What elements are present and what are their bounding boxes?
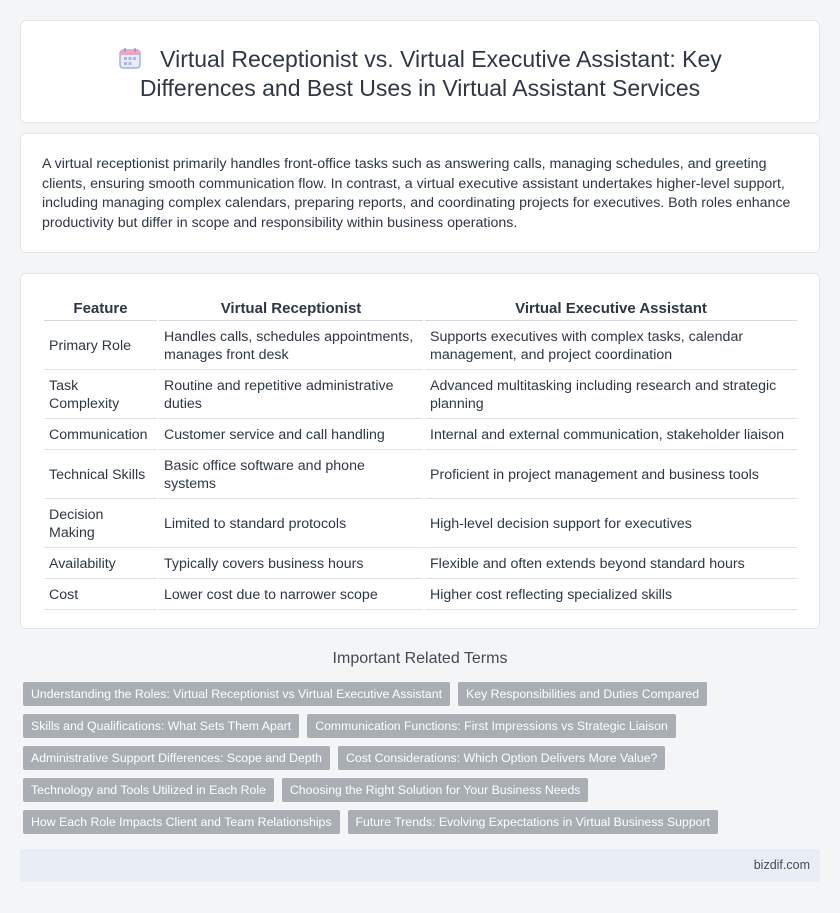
tag-row [23,778,823,802]
column-header-executive-assistant: Virtual Executive Assistant [425,298,797,321]
related-term-tag[interactable]: How Each Role Impacts Client and Team Relationships [23,810,340,834]
table-cell-feature: Cost [44,581,157,610]
table-cell-executive-assistant: Advanced multitasking including research and strategic planning [425,372,797,419]
page-title: Virtual Receptionist vs. Virtual Executive Assistant: Key Differences and Best Uses in Virtual Assistant Services [139,46,722,101]
table-row [44,581,797,610]
table-cell-executive-assistant: Supports executives with complex tasks, calendar management, and project coordination [425,323,797,370]
related-term-tag[interactable]: Administrative Support Differences: Scope and Depth [23,746,330,770]
table-cell-executive-assistant: High-level decision support for executives [425,501,797,548]
table-row [44,323,797,370]
related-term-tag[interactable]: Skills and Qualifications: What Sets Them Apart [23,714,299,738]
related-term-tag[interactable]: Cost Considerations: Which Option Delivers More Value? [338,746,665,770]
title-card [20,20,820,123]
page-title-container [61,45,779,103]
related-terms-heading: Important Related Terms [332,650,508,667]
tag-row [23,682,823,706]
related-term-tag[interactable]: Communication Functions: First Impressions vs Strategic Liaison [307,714,676,738]
table-cell-feature: Decision Making [44,501,157,548]
table-cell-receptionist: Limited to standard protocols [159,501,423,548]
tag-row [23,746,823,770]
table-cell-executive-assistant: Proficient in project management and business tools [425,452,797,499]
calendar-icon [118,46,142,70]
column-header-receptionist: Virtual Receptionist [159,298,423,321]
table-cell-feature: Communication [44,421,157,450]
intro-card [20,133,820,253]
related-term-tag[interactable]: Understanding the Roles: Virtual Receptionist vs Virtual Executive Assistant [23,682,450,706]
table-row [44,452,797,499]
related-term-tag[interactable]: Technology and Tools Utilized in Each Role [23,778,274,802]
tag-row [23,714,823,738]
comparison-table [42,296,799,612]
table-cell-feature: Technical Skills [44,452,157,499]
table-cell-feature: Task Complexity [44,372,157,419]
table-cell-feature: Primary Role [44,323,157,370]
table-cell-receptionist: Lower cost due to narrower scope [159,581,423,610]
table-cell-receptionist: Basic office software and phone systems [159,452,423,499]
column-header-feature: Feature [44,298,157,321]
intro-paragraph: A virtual receptionist primarily handles front-office tasks such as answering calls, managing schedules, and greeting clients, ensuring smooth communication flow. In contrast, a virtual executive assistant undertakes higher-level support, including managing complex calendars, preparing reports, and coordinating projects for executives. Both roles enhance productivity but differ in scope and responsibility within business operations. [42,156,791,232]
table-cell-receptionist: Routine and repetitive administrative duties [159,372,423,419]
comparison-card [20,273,820,629]
table-header-row [44,298,797,321]
table-cell-executive-assistant: Higher cost reflecting specialized skills [425,581,797,610]
table-row [44,550,797,579]
table-row [44,421,797,450]
table-cell-receptionist: Customer service and call handling [159,421,423,450]
table-cell-executive-assistant: Flexible and often extends beyond standard hours [425,550,797,579]
tag-row [23,810,823,834]
table-cell-receptionist: Handles calls, schedules appointments, manages front desk [159,323,423,370]
related-term-tag[interactable]: Key Responsibilities and Duties Compared [458,682,707,706]
related-term-tag[interactable]: Choosing the Right Solution for Your Business Needs [282,778,589,802]
table-cell-executive-assistant: Internal and external communication, stakeholder liaison [425,421,797,450]
table-row [44,501,797,548]
table-row [44,372,797,419]
related-term-tag[interactable]: Future Trends: Evolving Expectations in Virtual Business Support [348,810,719,834]
table-cell-feature: Availability [44,550,157,579]
related-terms-list [23,682,823,842]
table-cell-receptionist: Typically covers business hours [159,550,423,579]
site-credit[interactable]: bizdif.com [753,858,810,872]
footer-bar [20,849,820,882]
